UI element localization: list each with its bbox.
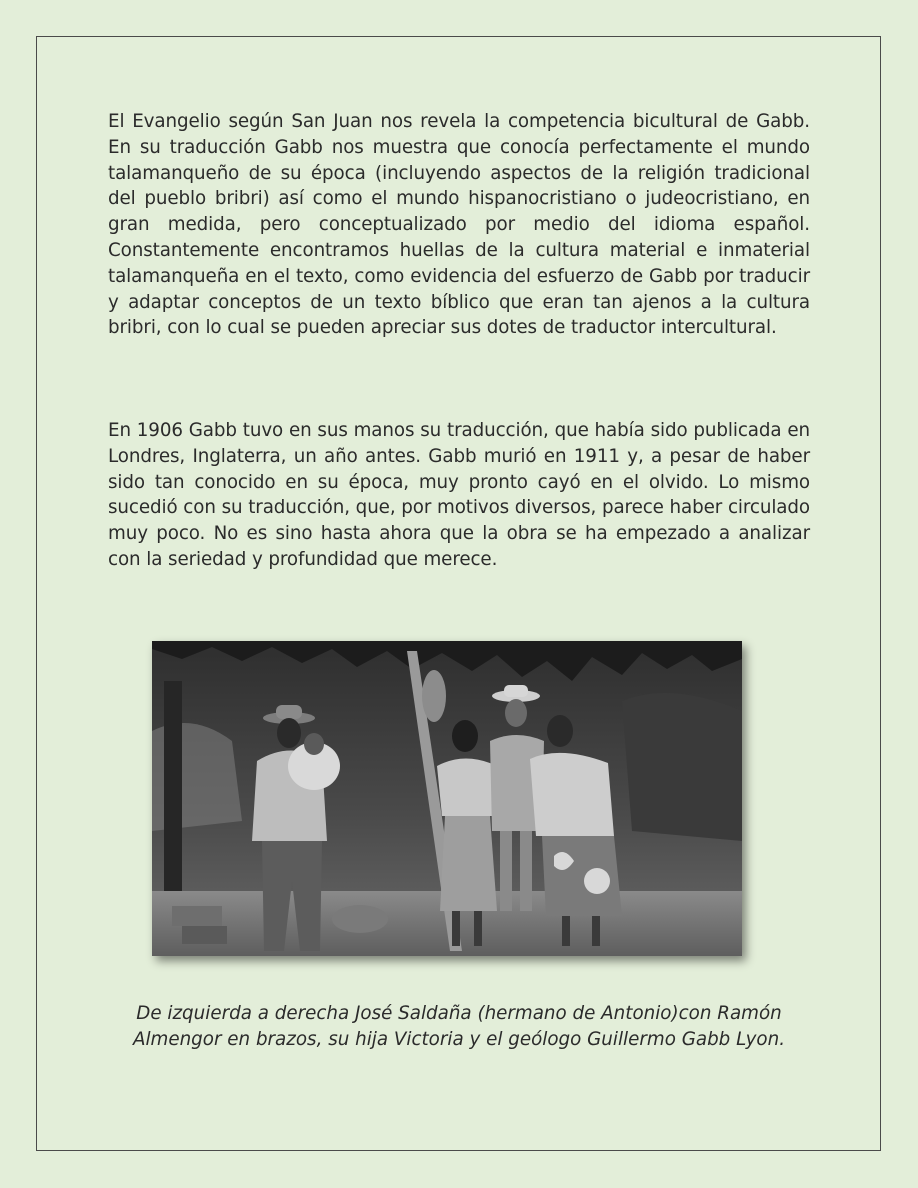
photo-caption: De izquierda a derecha José Saldaña (hermano de Antonio)con Ramón Almengor en brazos, su hija Victoria y el geólogo Guillermo Gabb Lyon. bbox=[132, 1003, 786, 1050]
paragraph-1906-publication: En 1906 Gabb tuvo en sus manos su traducción, que había sido publicada en Londres, Inglaterra, un año antes. Gabb murió en 1911 y, a pesar de haber sido tan conocido en su época, muy pronto cayó en el olvido. Lo mismo sucedió con su traducción, que, por motivos diversos, parece haber circulado muy poco. No es sino hasta ahora que la obra se ha empezado a analizar con la seriedad y profundidad que merece. bbox=[108, 420, 810, 570]
historical-photo-family-group bbox=[152, 641, 742, 956]
photo-illustration bbox=[152, 641, 742, 956]
paragraph-gospel-john: El Evangelio según San Juan nos revela la competencia bicultural de Gabb. En su traducción Gabb nos muestra que conocía perfectamente el mundo talamanqueño de su época (incluyendo aspectos de la religión tradicional del pueblo bribri) así como el mundo hispanocristiano o judeocristiano, en gran medida, pero conceptualizado por medio del idioma español. Constantemente encontramos huellas de la cultura material e inmaterial talamanqueña en el texto, como evidencia del esfuerzo de Gabb por traducir y adaptar conceptos de un texto bíblico que eran tan ajenos a la cultura bribri, con lo cual se pueden apreciar sus dotes de traductor intercultural. bbox=[108, 111, 810, 339]
